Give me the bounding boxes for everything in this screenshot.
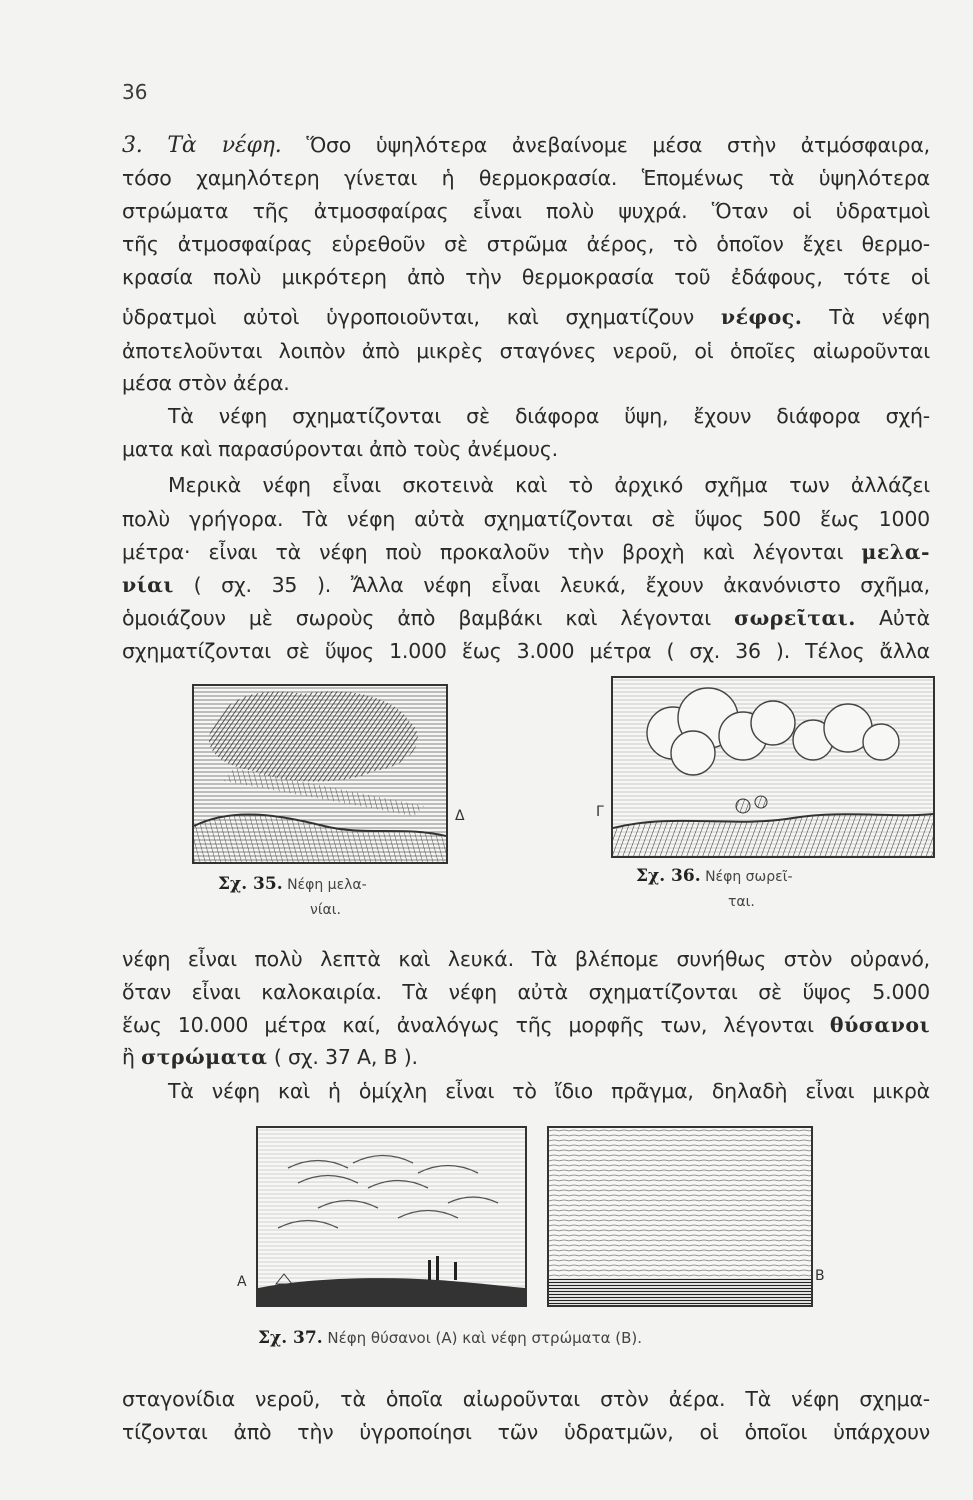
text: ἕως 10.000 μέτρα καί, ἀναλόγως τῆς μορφῆς των, λέγονται	[122, 1013, 814, 1037]
figure-35-caption	[218, 872, 367, 897]
figure-37b-image	[547, 1126, 813, 1307]
figure-36-caption	[636, 864, 793, 889]
figure-label: Σχ. 37.	[258, 1328, 323, 1348]
text: Τὰ νέφη	[829, 305, 930, 329]
bold-term: σωρεῖται.	[734, 606, 856, 630]
text-line	[122, 605, 930, 632]
text-line	[122, 304, 930, 331]
text-line: νέφη εἶναι πολὺ λεπτὰ καὶ λευκά. Τὰ βλέπομε συνήθως στὸν οὐρανό,	[122, 947, 930, 971]
bold-term: νίαι	[122, 573, 174, 597]
page-number: 36	[122, 80, 148, 104]
figure-letter-a: Α	[237, 1274, 247, 1290]
text: ( σχ. 37 Α, Β ).	[273, 1045, 418, 1069]
bold-term: μελα-	[861, 540, 930, 564]
section-heading: Τὰ νέφη.	[167, 133, 282, 158]
paragraph-clouds-line-1	[122, 132, 930, 159]
text-line: Τὰ νέφη καὶ ἡ ὁμίχλη εἶναι τὸ ἴδιο πρᾶγμα, δηλαδὴ εἶναι μικρὰ	[168, 1079, 930, 1103]
text-line: Τὰ νέφη σχηματίζονται σὲ διάφορα ὕψη, ἔχουν διάφορα σχή-	[168, 404, 930, 428]
figure-37a-image	[256, 1126, 527, 1307]
text-line	[122, 539, 930, 566]
figure-letter-gamma: Γ	[596, 804, 604, 820]
dark-cloud-illustration	[194, 686, 446, 862]
caption-text: Νέφη μελα-	[287, 877, 367, 893]
figure-37-caption	[258, 1326, 642, 1350]
text-line: σχηματίζονται σὲ ὕψος 1.000 ἕως 3.000 μέτρα ( σχ. 36 ). Τέλος ἄλλα	[122, 639, 930, 663]
text: ὁμοιάζουν μὲ σωροὺς ἀπὸ βαμβάκι καὶ λέγονται	[122, 606, 711, 630]
figure-35-image	[192, 684, 448, 864]
text-line: τίζονται ἀπὸ τὴν ὑγροποίησι τῶν ὑδρατμῶν, οἱ ὁποῖοι ὑπάρχουν	[122, 1420, 930, 1444]
caption-text: Νέφη θύσανοι (Α) καὶ νέφη στρώματα (Β).	[327, 1329, 643, 1347]
text: ( σχ. 35 ). Ἄλλα νέφη εἶναι λευκά, ἔχουν ἀκανόνιστο σχῆμα,	[193, 573, 930, 597]
caption-text: ται.	[728, 894, 755, 910]
text-line: ματα καὶ παρασύρονται ἀπὸ τοὺς ἀνέμους.	[122, 437, 558, 461]
figure-letter-delta: Δ	[455, 808, 465, 824]
text-line: τόσο χαμηλότερη γίνεται ἡ θερμοκρασία. Ἑπομένως τὰ ὑψηλότερα	[122, 166, 930, 190]
text: μέτρα· εἶναι τὰ νέφη ποὺ προκαλοῦν τὴν βροχὴ καὶ λέγονται	[122, 540, 844, 564]
text-line: κρασία πολὺ μικρότερη ἀπὸ τὴν θερμοκρασία τοῦ ἐδάφους, τότε οἱ	[122, 265, 930, 289]
caption-text: Νέφη σωρεῖ-	[705, 869, 793, 885]
bold-term: θύσανοι	[829, 1013, 930, 1037]
section-number: 3.	[122, 133, 143, 158]
stratus-cloud-illustration	[549, 1128, 811, 1305]
text-line: ὅταν εἶναι καλοκαιρία. Τὰ νέφη αὐτὰ σχηματίζονται σὲ ὕψος 5.000	[122, 980, 930, 1004]
cumulus-cloud-illustration	[613, 678, 933, 856]
text-line: μέσα στὸν ἀέρα.	[122, 371, 290, 395]
bold-term: στρώματα	[141, 1045, 268, 1069]
figure-label: Σχ. 35.	[218, 874, 283, 894]
figure-36-image	[611, 676, 935, 858]
cirrus-cloud-illustration	[258, 1128, 525, 1305]
text-line	[122, 1012, 930, 1039]
text: Ὅσο ὑψηλότερα ἀνεβαίνομε μέσα στὴν ἀτμόσφαιρα,	[306, 133, 930, 157]
text-line: Μερικὰ νέφη εἶναι σκοτεινὰ καὶ τὸ ἀρχικό σχῆμα των ἀλλάζει	[168, 473, 930, 497]
figure-letter-b: Β	[815, 1268, 825, 1284]
text-line	[122, 1044, 930, 1071]
text-line	[122, 572, 930, 599]
caption-text: νίαι.	[310, 902, 341, 918]
text-line: ἀποτελοῦνται λοιπὸν ἀπὸ μικρὲς σταγόνες νεροῦ, οἱ ὁποῖες αἰωροῦνται	[122, 339, 930, 363]
text-line: τῆς ἀτμοσφαίρας εὑρεθοῦν σὲ στρῶμα ἀέρος, τὸ ὁποῖον ἔχει θερμο-	[122, 232, 930, 256]
bold-term: νέφος.	[720, 305, 803, 329]
text-line: σταγονίδια νεροῦ, τὰ ὁποῖα αἰωροῦνται στὸν ἀέρα. Τὰ νέφη σχημα-	[122, 1387, 930, 1411]
text-line: στρώματα τῆς ἀτμοσφαίρας εἶναι πολὺ ψυχρά. Ὅταν οἱ ὑδρατμοὶ	[122, 199, 930, 223]
figure-label: Σχ. 36.	[636, 866, 701, 886]
text: ἢ	[122, 1045, 135, 1069]
text: Αὐτὰ	[879, 606, 930, 630]
text-line: πολὺ γρήγορα. Τὰ νέφη αὐτὰ σχηματίζονται σὲ ὕψος 500 ἕως 1000	[122, 507, 930, 531]
text: ὑδρατμοὶ αὐτοὶ ὑγροποιοῦνται, καὶ σχηματίζουν	[122, 305, 694, 329]
